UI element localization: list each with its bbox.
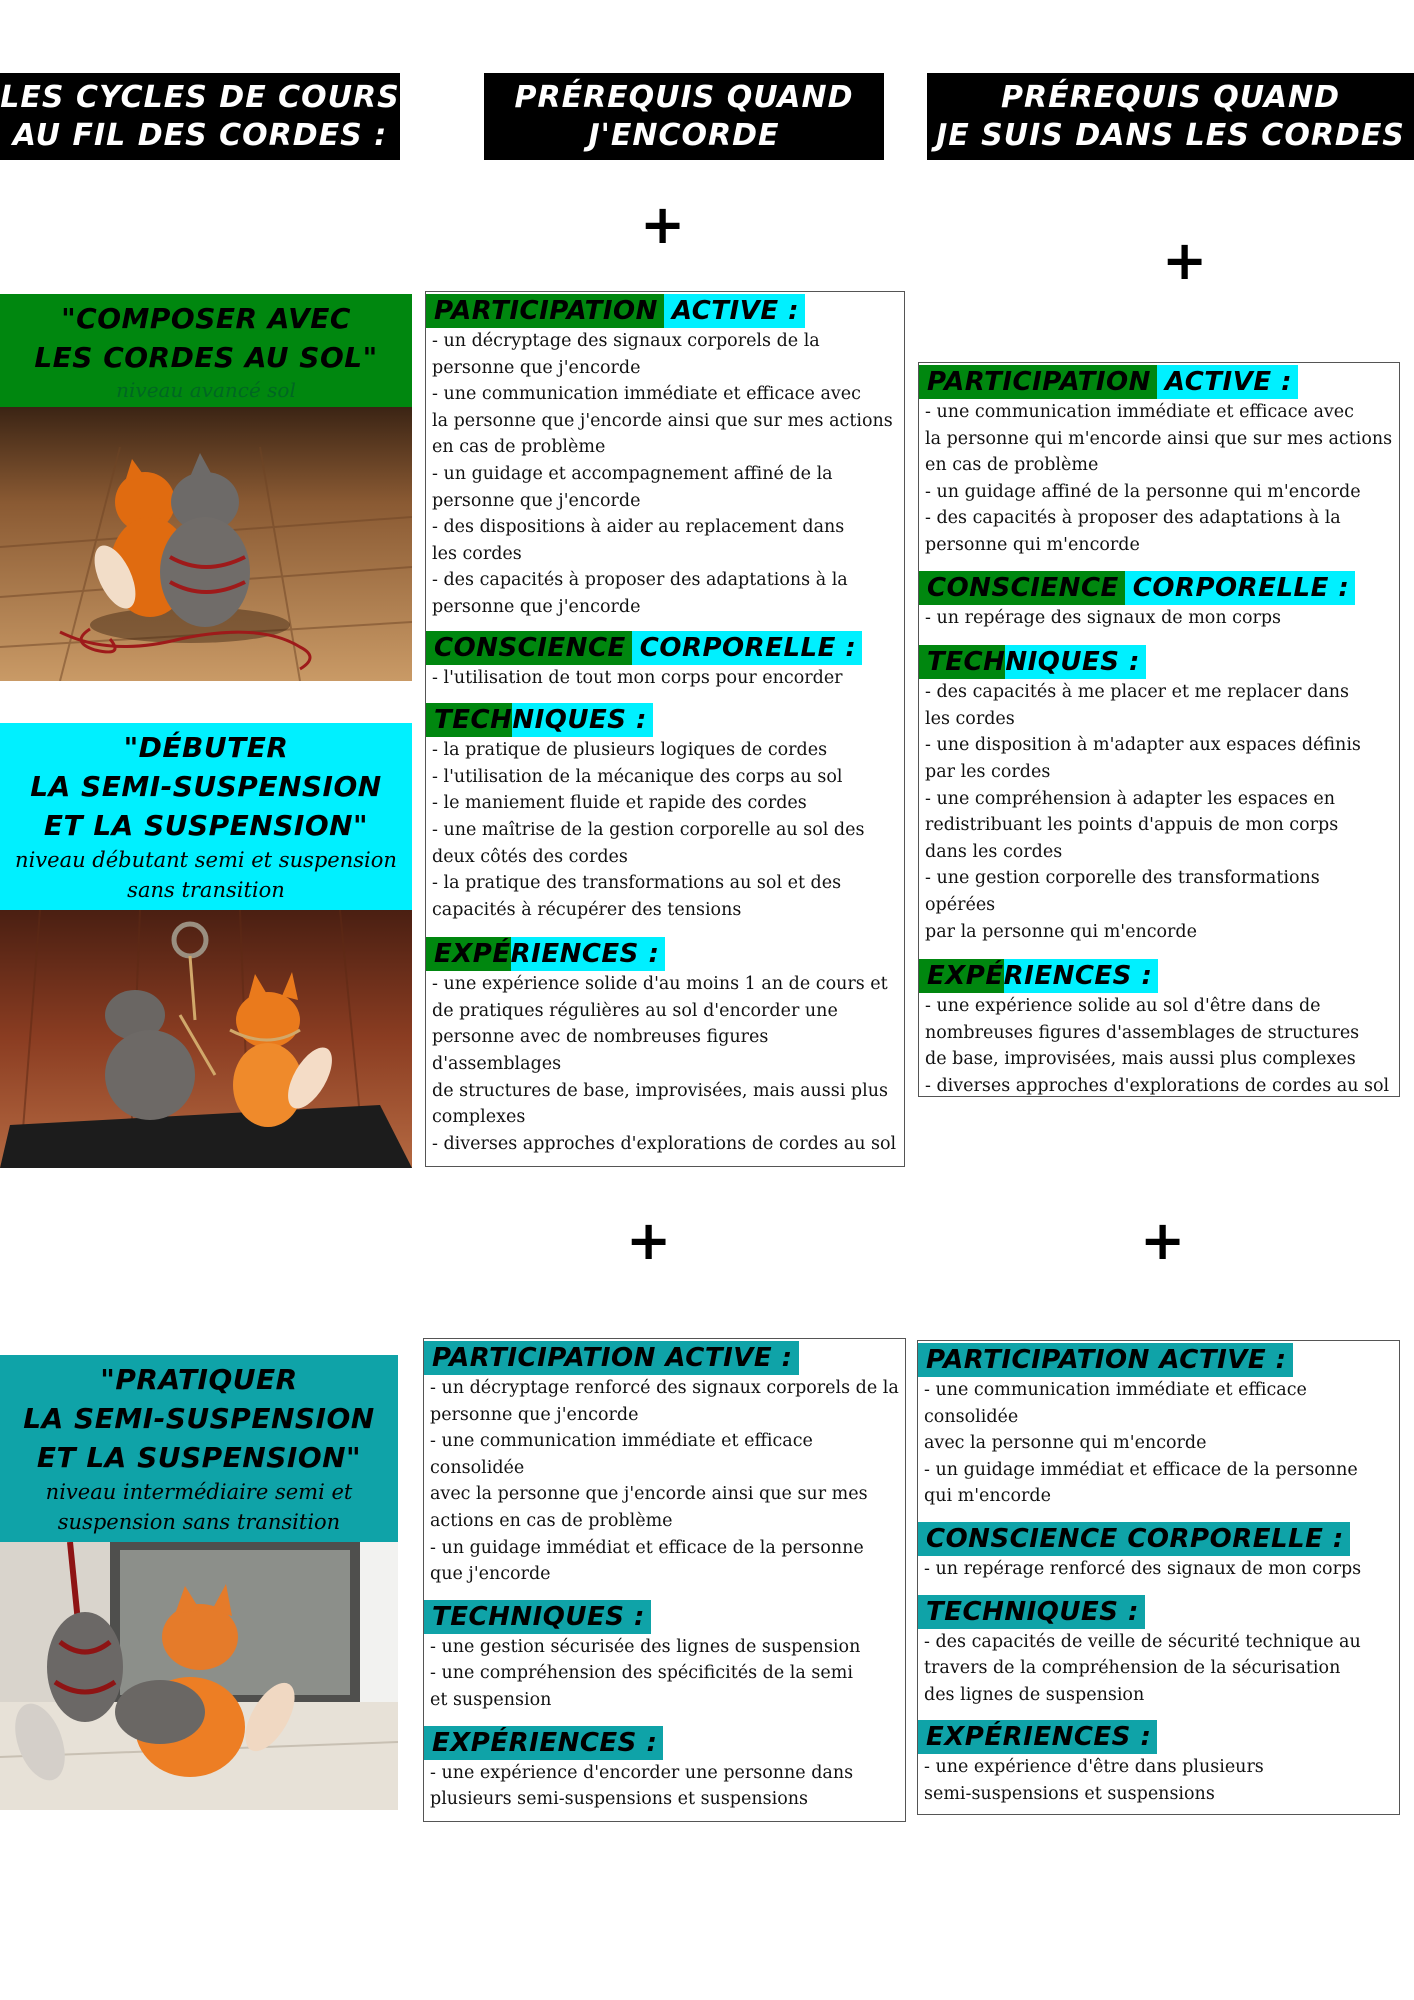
plus-icon: + [626, 1209, 672, 1272]
level-card-pratiquer [0, 1355, 398, 1542]
list-item: redistribuant les points d'appuis de mon corps [925, 815, 1339, 836]
list-item: actions en cas de problème [430, 1510, 673, 1531]
item-list [426, 328, 904, 621]
item-list [919, 993, 1399, 1097]
list-item: - l'utilisation de la mécanique des corps au sol [432, 766, 843, 787]
level-card-debuter [0, 723, 412, 910]
item-list [424, 1634, 905, 1714]
list-item: avec la personne qui m'encorde [924, 1433, 1207, 1454]
heading-part1: TECH [919, 645, 1005, 679]
heading-text: TECHNIQUES : [918, 1595, 1145, 1629]
panel-encorde-avance [425, 291, 905, 1167]
list-item: - un décryptage renforcé des signaux corporels de la [430, 1378, 899, 1398]
plus-icon: + [1140, 1209, 1186, 1272]
list-item: - une compréhension à adapter les espaces en [925, 788, 1336, 809]
panel-cordes-debutant [918, 362, 1400, 1097]
heading-text: PARTICIPATION ACTIVE : [424, 1341, 799, 1375]
header-prerequis-encorde: PRÉREQUIS QUAND J'ENCORDE [484, 73, 884, 160]
heading-part1: EXPÉ [919, 959, 1004, 993]
list-item: par les cordes [925, 761, 1051, 782]
list-item: - des capacités à me placer et me replacer dans [925, 682, 1349, 703]
section-experiences [426, 937, 904, 1157]
list-item: - une communication immédiate et efficace consolidée [924, 1380, 1307, 1427]
list-item: - une disposition à m'adapter aux espaces définis [925, 735, 1361, 756]
list-item: personne que j'encorde [430, 1404, 639, 1425]
list-item: que j'encorde [430, 1564, 551, 1585]
list-item: en cas de problème [432, 437, 606, 458]
heading-part1: PARTICIPATION [426, 294, 664, 328]
section-heading [919, 645, 1146, 679]
list-item: - une expérience solide au sol d'être dans de [925, 996, 1321, 1017]
section-heading [919, 571, 1355, 605]
item-list [426, 665, 904, 692]
level-subtitle: niveau avancé sol [116, 377, 296, 402]
item-list [919, 605, 1399, 632]
item-list [424, 1375, 905, 1588]
heading-part2: ACTIVE : [1157, 365, 1298, 399]
list-item: la personne que j'encorde ainsi que sur mes actions [432, 410, 893, 431]
header-prerequis-cordes: PRÉREQUIS QUAND JE SUIS DANS LES CORDES [927, 73, 1414, 160]
list-item: - une compréhension des spécificités de la semi [430, 1663, 853, 1684]
level-subtitle: niveau débutant semi et suspension sans transition [15, 848, 397, 902]
list-item: personne avec de nombreuses figures d'assemblages [432, 1027, 769, 1075]
list-item: de pratiques régulières au sol d'encorder une [432, 1000, 838, 1021]
list-item: capacités à récupérer des tensions [432, 899, 742, 920]
section-experiences [918, 1720, 1399, 1807]
section-heading [919, 365, 1298, 399]
section-heading [918, 1720, 1157, 1754]
list-item: en cas de problème [925, 455, 1099, 476]
section-participation-active [424, 1341, 905, 1588]
list-item: - des capacités de veille de sécurité technique au [924, 1631, 1361, 1652]
heading-part1: EXPÉ [426, 937, 511, 971]
list-item: - un repérage renforcé des signaux de mon corps [924, 1558, 1362, 1579]
item-list [426, 737, 904, 923]
heading-text: CONSCIENCE CORPORELLE : [918, 1522, 1350, 1556]
item-list [918, 1629, 1399, 1709]
item-list [918, 1377, 1399, 1510]
list-item: - le maniement fluide et rapide des cordes [432, 793, 807, 814]
heading-part2: CORPORELLE : [632, 631, 863, 665]
section-experiences [919, 959, 1399, 1097]
list-item: personne que j'encorde [432, 490, 641, 511]
list-item: - des capacités à proposer des adaptations à la [432, 570, 848, 591]
photo-plush-suspension-ring [0, 910, 412, 1168]
section-experiences [424, 1726, 905, 1813]
section-heading [918, 1343, 1293, 1377]
list-item: complexes [432, 1107, 526, 1128]
section-heading [424, 1726, 663, 1760]
photo-plush-rope-floor [0, 407, 412, 681]
section-participation-active [919, 365, 1399, 559]
item-list [919, 399, 1399, 559]
heading-part2: ACTIVE : [664, 294, 805, 328]
list-item: - un guidage immédiat et efficace de la personne [924, 1459, 1358, 1480]
section-heading [424, 1341, 799, 1375]
list-item: - une communication immédiate et efficace consolidée [430, 1431, 813, 1478]
panel-cordes-intermediaire [917, 1340, 1400, 1815]
list-item: - une gestion corporelle des transformations opérées [925, 868, 1320, 915]
section-heading [918, 1595, 1145, 1629]
heading-text: PARTICIPATION ACTIVE : [918, 1343, 1293, 1377]
section-techniques [426, 703, 904, 923]
section-participation-active [426, 294, 904, 621]
item-list [426, 971, 904, 1157]
section-heading [919, 959, 1158, 993]
section-heading [426, 703, 653, 737]
heading-part1: CONSCIENCE [426, 631, 632, 665]
section-participation-active [918, 1343, 1399, 1510]
heading-text: EXPÉRIENCES : [424, 1726, 663, 1760]
list-item: - un guidage et accompagnement affiné de la [432, 463, 833, 484]
heading-text: EXPÉRIENCES : [918, 1720, 1157, 1754]
list-item: - un guidage affiné de la personne qui m'encorde [925, 481, 1361, 502]
list-item: plusieurs semi-suspensions et suspensions [430, 1789, 808, 1810]
list-item: - des capacités à proposer des adaptations à la [925, 508, 1341, 529]
heading-part2: NIQUES : [512, 703, 653, 737]
list-item: - diverses approches d'explorations de cordes au sol [925, 1075, 1390, 1096]
section-heading [426, 937, 665, 971]
heading-part1: CONSCIENCE [919, 571, 1125, 605]
heading-part2: NIQUES : [1005, 645, 1146, 679]
item-list [424, 1760, 905, 1813]
section-techniques [918, 1595, 1399, 1709]
header-cycles: LES CYCLES DE COURS AU FIL DES CORDES : [0, 73, 400, 160]
list-item: personne qui m'encorde [925, 534, 1140, 555]
list-item: personne que j'encorde [432, 357, 641, 378]
list-item: qui m'encorde [924, 1486, 1051, 1507]
level-card-sol [0, 294, 412, 407]
list-item: nombreuses figures d'assemblages de structures [925, 1022, 1360, 1043]
list-item: les cordes [925, 708, 1015, 729]
plus-icon: + [1162, 229, 1208, 292]
list-item: de base, improvisées, mais aussi plus complexes [925, 1049, 1356, 1070]
list-item: - la pratique de plusieurs logiques de cordes [432, 740, 828, 761]
item-list [919, 679, 1399, 945]
list-item: personne que j'encorde [432, 596, 641, 617]
list-item: - une expérience solide d'au moins 1 an de cours et [432, 974, 888, 995]
photo-plush-semi-suspension [0, 1542, 398, 1810]
plus-icon: + [640, 193, 686, 256]
list-item: travers de la compréhension de la sécurisation [924, 1658, 1341, 1679]
list-item: dans les cordes [925, 841, 1063, 862]
list-item: de structures de base, improvisées, mais aussi plus [432, 1080, 888, 1101]
level-title: "COMPOSER AVEC LES CORDES AU SOL" [34, 301, 378, 374]
section-conscience-corporelle [426, 631, 904, 692]
heading-text: TECHNIQUES : [424, 1600, 651, 1634]
level-title: "DÉBUTER LA SEMI-SUSPENSION ET LA SUSPENSION" [30, 731, 382, 842]
panel-encorde-intermediaire [423, 1338, 906, 1822]
list-item: deux côtés des cordes [432, 846, 628, 867]
list-item: - une expérience d'encorder une personne dans [430, 1762, 854, 1783]
list-item: - diverses approches d'explorations de cordes au sol [432, 1133, 897, 1154]
list-item: semi-suspensions et suspensions [924, 1783, 1215, 1804]
section-heading [426, 631, 862, 665]
section-techniques [424, 1600, 905, 1714]
plush-semi-suspension-illustration [0, 1542, 398, 1810]
list-item: les cordes [432, 543, 522, 564]
list-item: - une gestion sécurisée des lignes de suspension [430, 1636, 861, 1657]
list-item: la personne qui m'encorde ainsi que sur mes actions [925, 428, 1393, 449]
section-heading [426, 294, 805, 328]
list-item: - un décryptage des signaux corporels de la [432, 331, 820, 351]
section-techniques [919, 645, 1399, 945]
heading-part2: RIENCES : [1004, 959, 1159, 993]
heading-part2: RIENCES : [511, 937, 666, 971]
plush-floor-illustration [0, 407, 412, 681]
list-item: - une communication immédiate et efficace avec [432, 384, 861, 405]
list-item: et suspension [430, 1689, 552, 1710]
list-item: des lignes de suspension [924, 1684, 1145, 1705]
item-list [918, 1556, 1399, 1583]
list-item: - une maîtrise de la gestion corporelle au sol des [432, 819, 865, 840]
section-conscience-corporelle [918, 1522, 1399, 1583]
section-heading [424, 1600, 651, 1634]
list-item: - des dispositions à aider au replacement dans [432, 517, 845, 538]
level-title: "PRATIQUER LA SEMI-SUSPENSION ET LA SUSPENSION" [23, 1363, 375, 1474]
list-item: - la pratique des transformations au sol et des [432, 873, 842, 894]
item-list [918, 1754, 1399, 1807]
plush-ring-illustration [0, 910, 412, 1168]
list-item: - l'utilisation de tout mon corps pour encorder [432, 667, 843, 688]
list-item: avec la personne que j'encorde ainsi que sur mes [430, 1484, 868, 1505]
level-subtitle: niveau intermédiaire semi et suspension sans transition [45, 1480, 353, 1534]
list-item: par la personne qui m'encorde [925, 921, 1197, 942]
heading-part2: CORPORELLE : [1125, 571, 1356, 605]
list-item: - une expérience d'être dans plusieurs [924, 1757, 1264, 1778]
list-item: - une communication immédiate et efficace avec [925, 402, 1354, 422]
section-heading [918, 1522, 1350, 1556]
section-conscience-corporelle [919, 571, 1399, 632]
heading-part1: TECH [426, 703, 512, 737]
heading-part1: PARTICIPATION [919, 365, 1157, 399]
list-item: - un repérage des signaux de mon corps [925, 607, 1282, 628]
list-item: - un guidage immédiat et efficace de la personne [430, 1537, 864, 1558]
